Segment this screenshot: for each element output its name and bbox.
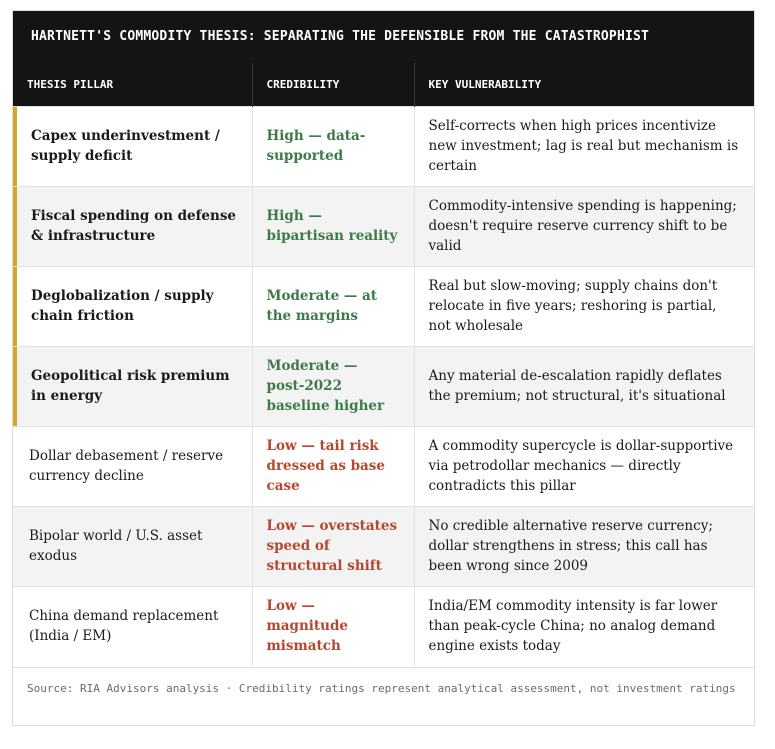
table-row (13, 506, 754, 586)
vulnerability-cell: No credible alternative reserve currency; dollar strengthens in stress; this call has been wrong since 2009 (414, 506, 754, 586)
vulnerability-cell: Commodity-intensive spending is happening; doesn't require reserve currency shift to be valid (414, 186, 754, 266)
credibility-cell: Low — overstates speed of structural shift (252, 506, 414, 586)
vulnerability-cell: India/EM commodity intensity is far lower than peak-cycle China; no analog demand engine exists today (414, 586, 754, 666)
source-footnote: Source: RIA Advisors analysis · Credibility ratings represent analytical assessment, not investment ratings (13, 667, 754, 725)
credibility-cell: Moderate — post-2022 baseline higher (252, 346, 414, 426)
table-row (13, 186, 754, 266)
header-row (13, 63, 754, 106)
pillar-cell: Bipolar world / U.S. asset exodus (13, 506, 252, 586)
column-header-credibility: CREDIBILITY (252, 63, 414, 106)
credibility-cell: High — bipartisan reality (252, 186, 414, 266)
pillar-cell: Capex underinvestment / supply deficit (13, 106, 252, 186)
vulnerability-cell: Any material de-escalation rapidly deflates the premium; not structural, it's situational (414, 346, 754, 426)
table-row (13, 266, 754, 346)
pillar-cell: Geopolitical risk premium in energy (13, 346, 252, 426)
pillar-cell: Dollar debasement / reserve currency decline (13, 426, 252, 506)
column-header-pillar: THESIS PILLAR (13, 63, 252, 106)
table-row (13, 426, 754, 506)
credibility-cell: High — data-supported (252, 106, 414, 186)
table-row (13, 586, 754, 666)
table-title: HARTNETT'S COMMODITY THESIS: SEPARATING THE DEFENSIBLE FROM THE CATASTROPHIST (13, 11, 754, 63)
table-row (13, 106, 754, 186)
vulnerability-cell: A commodity supercycle is dollar-supportive via petrodollar mechanics — directly contradicts this pillar (414, 426, 754, 506)
credibility-cell: Moderate — at the margins (252, 266, 414, 346)
credibility-cell: Low — tail risk dressed as base case (252, 426, 414, 506)
pillar-cell: China demand replacement (India / EM) (13, 586, 252, 666)
credibility-cell: Low — magnitude mismatch (252, 586, 414, 666)
pillar-cell: Fiscal spending on defense & infrastructure (13, 186, 252, 266)
vulnerability-cell: Real but slow-moving; supply chains don't relocate in five years; reshoring is partial, not wholesale (414, 266, 754, 346)
pillar-cell: Deglobalization / supply chain friction (13, 266, 252, 346)
thesis-table (13, 63, 754, 666)
table-row (13, 346, 754, 426)
thesis-card (12, 10, 755, 726)
vulnerability-cell: Self-corrects when high prices incentivize new investment; lag is real but mechanism is certain (414, 106, 754, 186)
column-header-vulnerability: KEY VULNERABILITY (414, 63, 754, 106)
